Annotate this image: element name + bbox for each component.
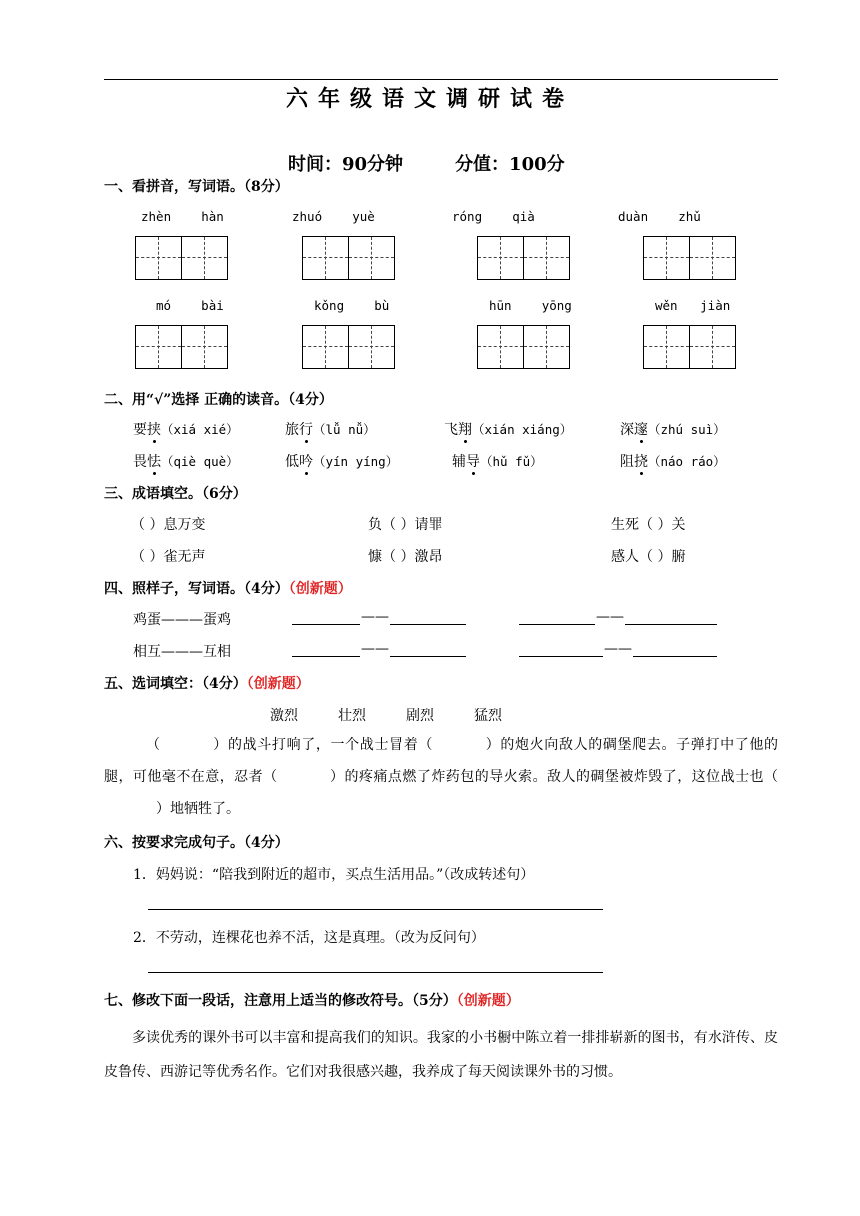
answer-line[interactable] xyxy=(292,624,360,625)
dash: —— xyxy=(596,609,624,625)
idiom-blank-2[interactable]: 负（ ）请罪 xyxy=(368,517,443,533)
idiom-blank-1[interactable]: （ ）息万变 xyxy=(131,517,206,533)
section-5-heading: 五、选词填空：（4分）（创新题） xyxy=(104,676,310,692)
top-rule xyxy=(104,79,778,80)
pinyin-3: róng qià xyxy=(452,209,535,224)
section-2-heading: 二、用“√”选择 正确的读音。（4分） xyxy=(104,392,333,408)
idiom-blank-5[interactable]: 慷（ ）激昂 xyxy=(368,549,443,565)
writing-grid-8[interactable] xyxy=(643,325,736,369)
pronunciation-item-3[interactable]: 飞翔（xián xiáng） xyxy=(444,422,573,438)
fill-in-passage: （ ）的战斗打响了，一个战士冒着（ ）的炮火向敌人的碉堡爬去。子弹打中了他的腿，可他毫不在意，忍者（ ）的疼痛点燃了炸药包的导火索。敌人的碉堡被炸毁了，这位战士也（）地牺牲了。 xyxy=(104,737,779,817)
pinyin-7: hūn yōng xyxy=(489,298,572,313)
writing-grid-1[interactable] xyxy=(135,236,228,280)
word-choice-1: 激烈 xyxy=(270,708,298,724)
answer-line[interactable] xyxy=(519,656,603,657)
pronunciation-item-1[interactable]: 要挟（xiá xié） xyxy=(133,422,239,438)
answer-line[interactable] xyxy=(148,972,603,973)
pronunciation-item-5[interactable]: 畏怯（qiè què） xyxy=(133,454,239,470)
page-title: 六年级语文调研试卷 xyxy=(285,86,574,112)
example-2: 相互———互相 xyxy=(133,644,231,660)
pronunciation-item-6[interactable]: 低吟（yín yíng） xyxy=(285,454,399,470)
example-1: 鸡蛋———蛋鸡 xyxy=(133,612,231,628)
pronunciation-item-2[interactable]: 旅行（lǚ nǚ） xyxy=(285,422,376,438)
time-info: 时间：90分钟 xyxy=(288,154,404,175)
answer-line[interactable] xyxy=(390,624,466,625)
answer-line[interactable] xyxy=(148,909,603,910)
pronunciation-item-8[interactable]: 阻挠（náo ráo） xyxy=(620,454,726,470)
pinyin-8: wěn jiàn xyxy=(655,298,731,313)
writing-grid-5[interactable] xyxy=(135,325,228,369)
revision-paragraph: 多读优秀的课外书可以丰富和提高我们的知识。我家的小书橱中陈立着一排排崭新的图书，有水浒传、皮皮鲁传、西游记等优秀名作。它们对我很感兴趣，我养成了每天阅读课外书的习惯。 xyxy=(104,1030,778,1080)
section-1-heading: 一、看拼音，写词语。（8分） xyxy=(104,179,289,195)
innovation-tag: （创新题） xyxy=(456,993,520,1009)
writing-grid-3[interactable] xyxy=(477,236,570,280)
pinyin-6: kǒng bù xyxy=(314,298,390,313)
idiom-blank-3[interactable]: 生死（ ）关 xyxy=(611,517,686,533)
answer-line[interactable] xyxy=(292,656,360,657)
exam-info xyxy=(288,150,565,176)
answer-line[interactable] xyxy=(390,656,466,657)
pinyin-2: zhuó yuè xyxy=(292,209,375,224)
writing-grid-7[interactable] xyxy=(477,325,570,369)
dash: —— xyxy=(361,609,389,625)
dash: —— xyxy=(361,641,389,657)
answer-line[interactable] xyxy=(633,656,717,657)
writing-grid-2[interactable] xyxy=(302,236,395,280)
section-3-heading: 三、成语填空。（6分） xyxy=(104,486,247,502)
innovation-tag: （创新题） xyxy=(288,581,352,597)
section-4-heading: 四、照样子，写词语。（4分）（创新题） xyxy=(104,581,352,597)
idiom-blank-6[interactable]: 感人（ ）腑 xyxy=(611,549,686,565)
writing-grid-4[interactable] xyxy=(643,236,736,280)
score-info: 分值：100分 xyxy=(455,154,565,175)
pinyin-4: duàn zhǔ xyxy=(618,209,701,224)
dash: —— xyxy=(604,641,632,657)
answer-line[interactable] xyxy=(625,624,717,625)
word-choice-3: 剧烈 xyxy=(406,708,434,724)
question-1: 1．妈妈说：“陪我到附近的超市，买点生活用品。”（改成转述句） xyxy=(133,867,535,883)
pronunciation-item-4[interactable]: 深邃（zhú suì） xyxy=(620,422,726,438)
section-7-heading: 七、修改下面一段话，注意用上适当的修改符号。（5分）（创新题） xyxy=(104,993,520,1009)
word-choice-2: 壮烈 xyxy=(338,708,366,724)
writing-grid-6[interactable] xyxy=(302,325,395,369)
idiom-blank-4[interactable]: （ ）雀无声 xyxy=(131,549,206,565)
innovation-tag: （创新题） xyxy=(246,676,310,692)
answer-line[interactable] xyxy=(519,624,595,625)
pinyin-5: mó bài xyxy=(156,298,224,313)
word-choice-4: 猛烈 xyxy=(474,708,502,724)
pronunciation-item-7[interactable]: 辅导（hǔ fǔ） xyxy=(452,454,543,470)
question-2: 2．不劳动，连棵花也养不活，这是真理。（改为反问句） xyxy=(133,930,485,946)
section-6-heading: 六、按要求完成句子。（4分） xyxy=(104,835,289,851)
pinyin-1: zhèn hàn xyxy=(141,209,224,224)
